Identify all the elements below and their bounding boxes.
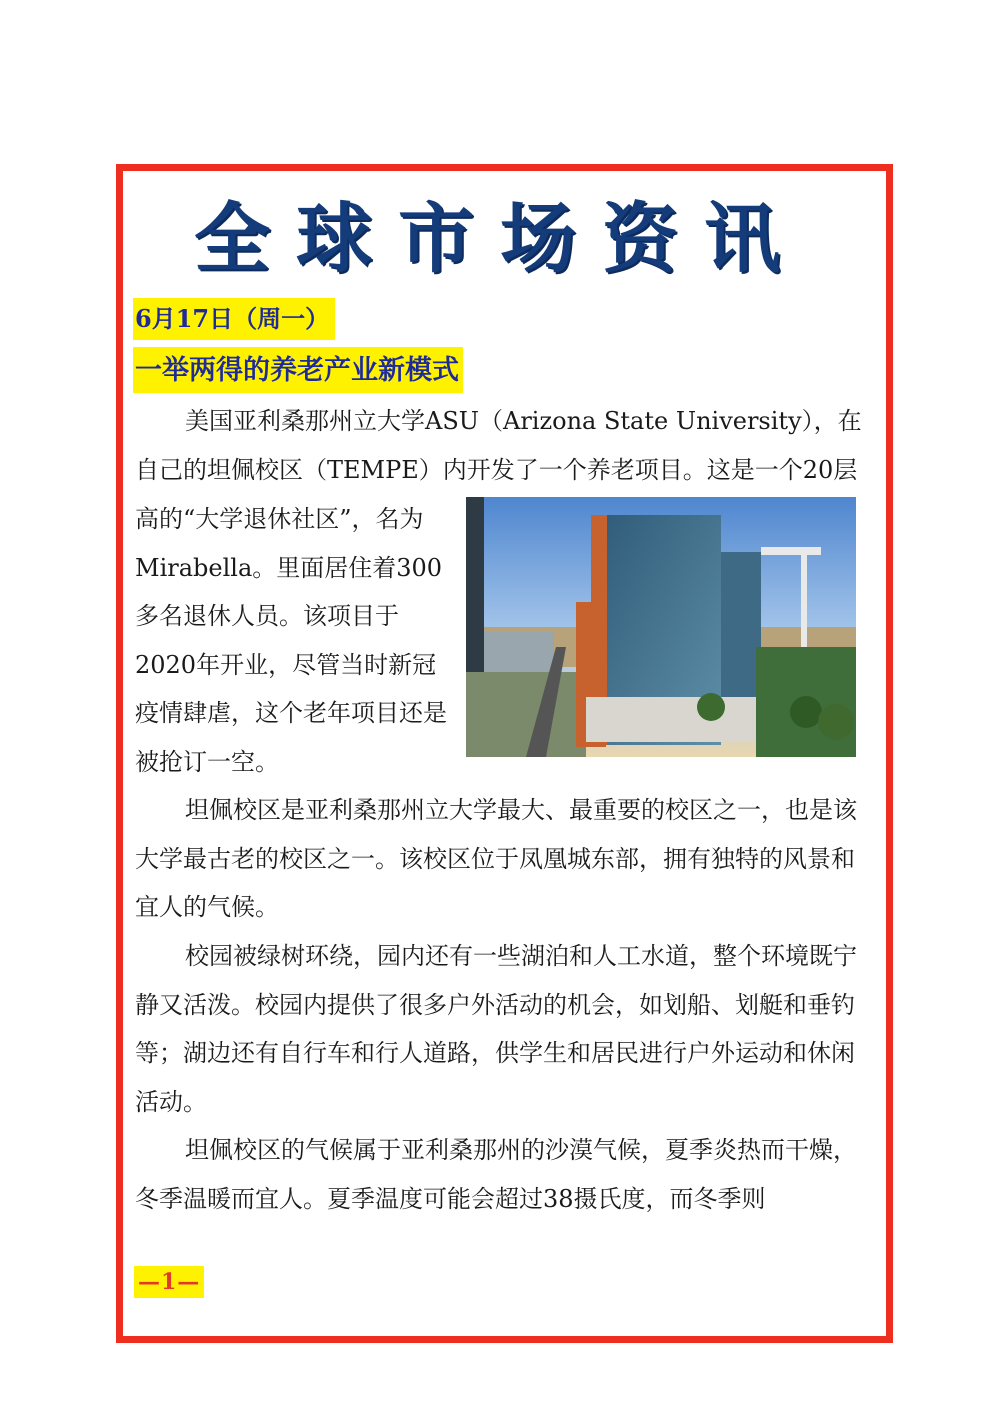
masthead-title: 全球市场资讯: [194, 194, 806, 283]
article-date: 6月17日（周一）: [133, 298, 335, 340]
page-number: —1—: [134, 1266, 204, 1298]
paragraph-environment: 校园被绿树环绕，园内还有一些湖泊和人工水道，整个环境既宁静又活泼。校园内提供了很多户外活动的机会，如划船、划艇和垂钓等；湖边还有自行车和行人道路，供学生和居民进行户外运动和休闲活动。: [135, 942, 857, 1116]
building-illustration: [466, 497, 856, 757]
article-headline: 一举两得的养老产业新模式: [133, 347, 463, 393]
paragraph-intro-wrap: 高的“大学退休社区”，名为Mirabella。里面居住着300多名退休人员。该项目于2020年开业，尽管当时新冠疫情肆虐，这个老年项目还是被抢订一空。: [135, 505, 447, 776]
mirabella-building-photo: [466, 497, 856, 757]
paragraph-climate: 坦佩校区的气候属于亚利桑那州的沙漠气候，夏季炎热而干燥，冬季温暖而宜人。夏季温度可能会超过38摄氏度，而冬季则: [135, 1136, 857, 1213]
paragraph-intro: 美国亚利桑那州立大学ASU（Arizona State University），在自己的坦佩校区（TEMPE）内开发了一个养老项目。这是一个20层: [135, 407, 862, 484]
paragraph-campus: 坦佩校区是亚利桑那州立大学最大、最重要的校区之一，也是该大学最古老的校区之一。该校区位于凤凰城东部，拥有独特的风景和宜人的气候。: [135, 796, 857, 921]
